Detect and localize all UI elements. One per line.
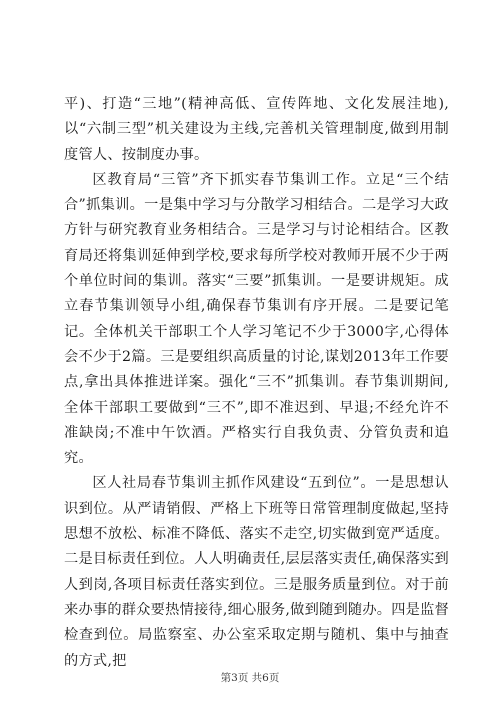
paragraph-continuation: 平)、打造“三地”(精神高低、宣传阵地、文化发展洼地),以“六制三型”机关建设为主线,完善机关管理制度,做到用制度管人、按制度办事。 [64,96,449,163]
page-number-footer: 第3页 共6页 [220,672,280,684]
document-body [64,92,449,674]
paragraph-education-bureau: 区教育局“三管”齐下抓实春节集训工作。立足“三个结合”抓集训。一是集中学习与分散学习相结合。二是学习大政方针与研究教育业务相结合。三是学习与讨论相结合。区教育局还将集训延伸到学校,要求每所学校对教师开展不少于两个单位时间的集训。落实“三要”抓集训。一是要讲规矩。成立春节集训领导小组,确保春节集训有序开展。二是要记笔记。全体机关干部职工个人学习笔记不少于3000字,心得体会不少于2篇。三是要组织高质量的讨论,谋划2013年工作要点,拿出具体推进详案。强化“三不”抓集训。春节集训期间,全体干部职工要做到“三不”,即不准迟到、早退;不经允许不准缺岗;不准中午饮酒。严格实行自我负责、分管负责和追究。 [64,171,449,467]
paragraph-hr-bureau: 区人社局春节集训主抓作风建设“五到位”。一是思想认识到位。从严请销假、严格上下班等日常管理制度做起,坚持思想不放松、标准不降低、落实不走空,切实做到宽严适度。二是目标责任到位。人人明确责任,层层落实责任,确保落实到人到岗,各项目标责任落实到位。三是服务质量到位。对于前来办事的群众要热情接待,细心服务,做到随到随办。四是监督检查到位。局监察室、办公室采取定期与随机、集中与抽查的方式,把 [64,475,449,669]
